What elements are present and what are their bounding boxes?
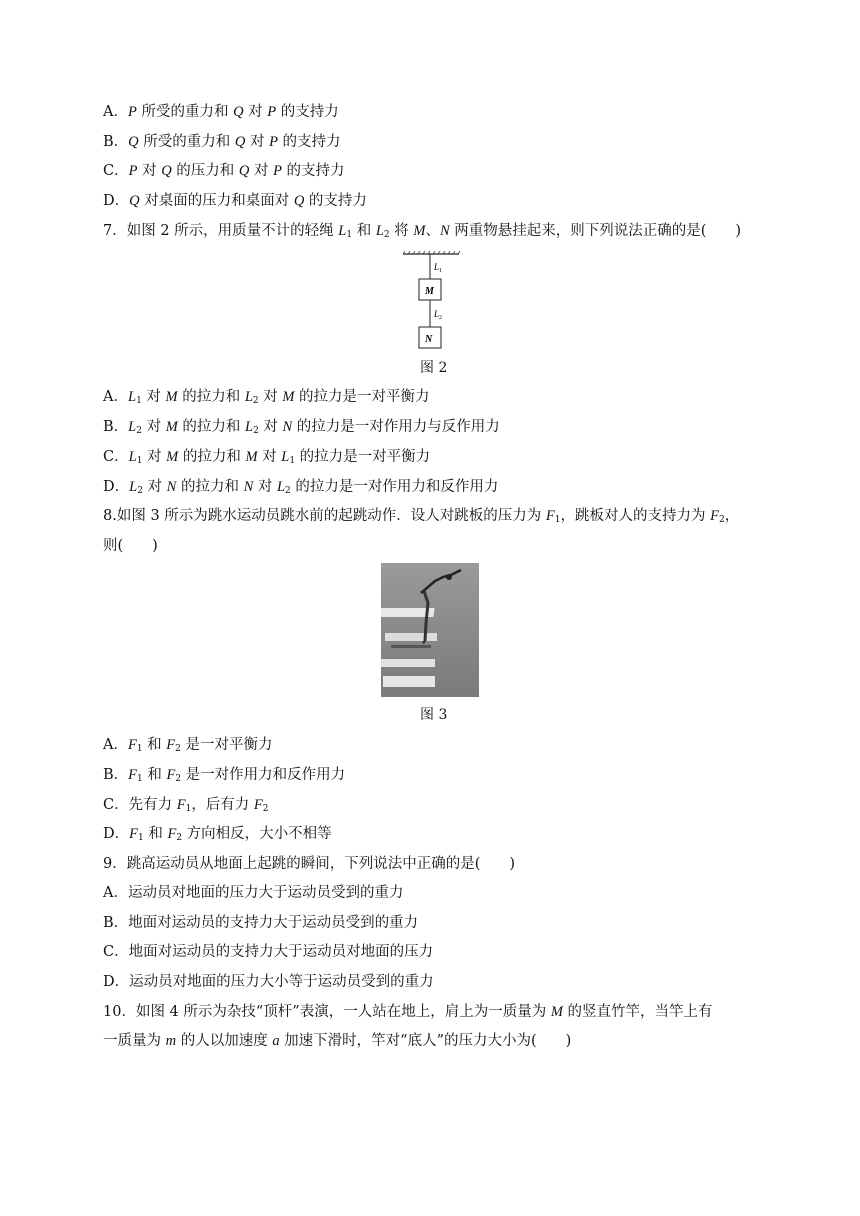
fig2-label-l2: L [434, 309, 440, 319]
q7-stem: 7．如图 2 所示，用质量不计的轻绳 $L_1$ 和 $L_2$ 将 M、N 两重物悬挂起来，则下列说法正确的是( ) [103, 223, 742, 240]
q9-option-d: D．运动员对地面的压力大小等于运动员受到的重力 [103, 974, 434, 990]
q8-option-a: A．$F_1$ 和 $F_2$ 是一对平衡力 [103, 737, 273, 754]
fig2-label-l1-sub: 1 [439, 268, 442, 274]
figure-3-caption: 图 3 [420, 707, 448, 723]
q7-option-b: B．$L_2$ 对 M 的拉力和 $L_2$ 对 N 的拉力是一对作用力与反作用力 [103, 419, 500, 436]
fig2-label-l2-sub: 2 [439, 315, 442, 321]
q6-option-c: C．P 对 Q 的压力和 Q 对 P 的支持力 [103, 163, 345, 179]
q10-stem-line2: 一质量为 m 的人以加速度 a 加速下滑时，竿对“底人”的压力大小为( ) [103, 1033, 572, 1049]
q7-option-c: C．$L_1$ 对 M 的拉力和 M 对 $L_1$ 的拉力是一对平衡力 [103, 449, 431, 466]
q8-stem-line2: 则( ) [103, 538, 158, 554]
q6-option-a: A．P 所受的重力和 Q 对 P 的支持力 [103, 104, 339, 120]
q7-option-d: D．$L_2$ 对 N 的拉力和 N 对 $L_2$ 的拉力是一对作用力和反作用力 [103, 479, 499, 496]
q9-option-a: A．运动员对地面的压力大于运动员受到的重力 [103, 885, 404, 901]
fig2-label-m: M [425, 286, 434, 297]
figure-2-hanging-masses [400, 251, 462, 351]
q7-option-a: A．$L_1$ 对 M 的拉力和 $L_2$ 对 M 的拉力是一对平衡力 [103, 389, 430, 406]
q9-option-c: C．地面对运动员的支持力大于运动员对地面的压力 [103, 944, 434, 960]
q8-option-d: D．$F_1$ 和 $F_2$ 方向相反，大小不相等 [103, 826, 332, 843]
fig2-label-l1: L [434, 262, 440, 272]
q10-stem-line1: 10．如图 4 所示为杂技“顶杆”表演，一人站在地上，肩上为一质量为 M 的竖直竹竿，当竿上有 [103, 1004, 713, 1020]
q8-option-b: B．$F_1$ 和 $F_2$ 是一对作用力和反作用力 [103, 767, 346, 784]
figure-2-caption: 图 2 [420, 360, 448, 376]
q9-stem: 9．跳高运动员从地面上起跳的瞬间，下列说法中正确的是( ) [103, 856, 516, 872]
q8-stem-line1: 8.如图 3 所示为跳水运动员跳水前的起跳动作．设人对跳板的压力为 $F_1$，跳板对人的支持力为 $F_2$， [103, 508, 740, 525]
q6-option-b: B．Q 所受的重力和 Q 对 P 的支持力 [103, 134, 341, 150]
figure-3-diver-photo [381, 563, 479, 697]
q6-option-d: D．Q 对桌面的压力和桌面对 Q 的支持力 [103, 193, 367, 209]
q9-option-b: B．地面对运动员的支持力大于运动员受到的重力 [103, 915, 419, 931]
fig2-label-n: N [425, 334, 433, 345]
q8-option-c: C．先有力 $F_1$，后有力 $F_2$ [103, 797, 269, 814]
